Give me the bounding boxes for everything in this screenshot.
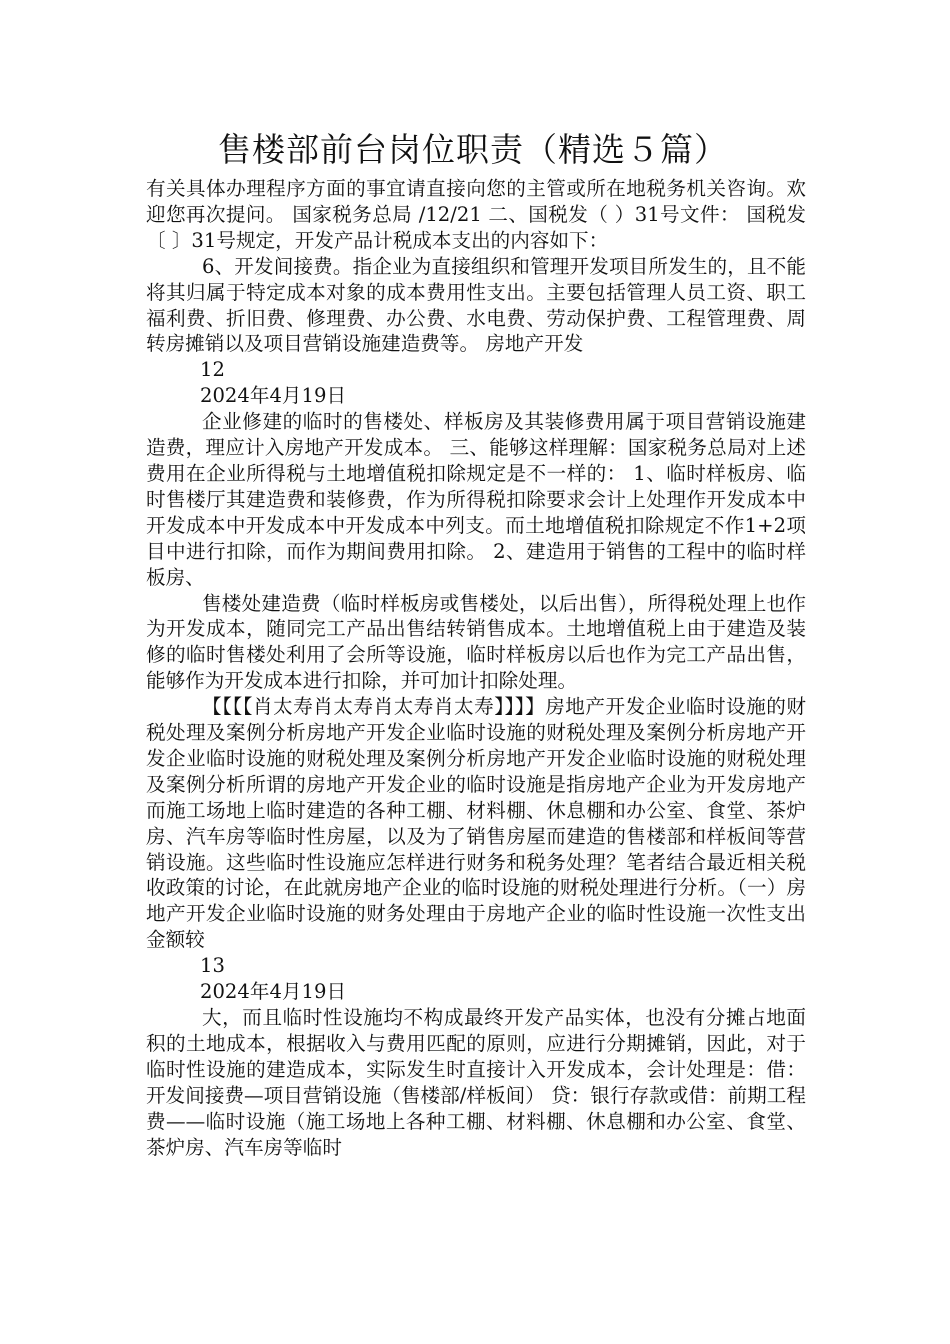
page-date: 2024年4月19日 [200, 980, 347, 1004]
page-number: 12 [200, 358, 225, 382]
paragraph-temporary-facilities: 【【【【肖太寿肖太寿肖太寿肖太寿】】】】房地产开发企业临时设施的财税处理及案例分析房地产开发企业临时设施的财税处理及案例分析房地产开发企业临时设施的财税处理及案例分析房地产开发企业临时设施的财税处理及案例分析所谓的房地产开发企业的临时设施是指房地产企业为开发房地产而施工场地上临时建造的各种工棚、材料棚、休息棚和办公室、食堂、茶炉房、汽车房等临时性房屋，以及为了销售房屋而建造的售楼部和样板间等营销设施。这些临时性设施应怎样进行财务和税务处理？笔者结合最近相关税收政策的讨论，在此就房地产企业的临时设施的财税处理进行分析。（一）房地产开发企业临时设施的财务处理由于房地产企业的临时性设施一次性支出金额较 [146, 695, 806, 952]
document-page [146, 126, 806, 1160]
paragraph-sales-office: 企业修建的临时的售楼处、样板房及其装修费用属于项目营销设施建造费，理应计入房地产开发成本。 三、能够这样理解：国家税务总局对上述费用在企业所得税与土地增值税扣除规定是不一样的： 1、临时样板房、临时售楼厅其建造费和装修费，作为所得税扣除要求会计上处理作开发成本中开发成本中开发成本中开发成本中列支。而土地增值税扣除规定不作1+2项目中进行扣除，而作为期间费用扣除。 2、建造用于销售的工程中的临时样板房、 [146, 410, 806, 589]
paragraph-accounting-treatment: 大，而且临时性设施均不构成最终开发产品实体，也没有分摊占地面积的土地成本，根据收入与费用匹配的原则，应进行分期摊销，因此，对于临时性设施的建造成本，实际发生时直接计入开发成本，会计处理是：借：开发间接费—项目营销设施（售楼部/样板间） 贷：银行存款或借：前期工程费——临时设施（施工场地上各种工棚、材料棚、休息棚和办公室、食堂、茶炉房、汽车房等临时 [146, 1006, 806, 1159]
page-date: 2024年4月19日 [200, 384, 347, 408]
paragraph-indirect-costs: 6、开发间接费。指企业为直接组织和管理开发项目所发生的，且不能将其归属于特定成本对象的成本费用性支出。主要包括管理人员工资、职工福利费、折旧费、修理费、办公费、水电费、劳动保护费、工程管理费、周转房摊销以及项目营销设施建造费等。 房地产开发 [146, 254, 806, 356]
paragraph-intro: 有关具体办理程序方面的事宜请直接向您的主管或所在地税务机关咨询。欢迎您再次提问。 国家税务总局 /12/21 二、国税发（ ）31号文件： 国税发〔 〕31号规定，开发产品计税成本支出的内容如下： [146, 177, 806, 252]
document-title: 售楼部前台岗位职责（精选５篇） [218, 130, 728, 169]
paragraph-sales-office-cost: 售楼处建造费（临时样板房或售楼处，以后出售），所得税处理上也作为开发成本，随同完工产品出售结转销售成本。土地增值税上由于建造及装修的临时售楼处利用了会所等设施，临时样板房以后也作为完工产品出售，能够作为开发成本进行扣除，并可加计扣除处理。 [146, 591, 806, 693]
page-number: 13 [200, 954, 225, 978]
